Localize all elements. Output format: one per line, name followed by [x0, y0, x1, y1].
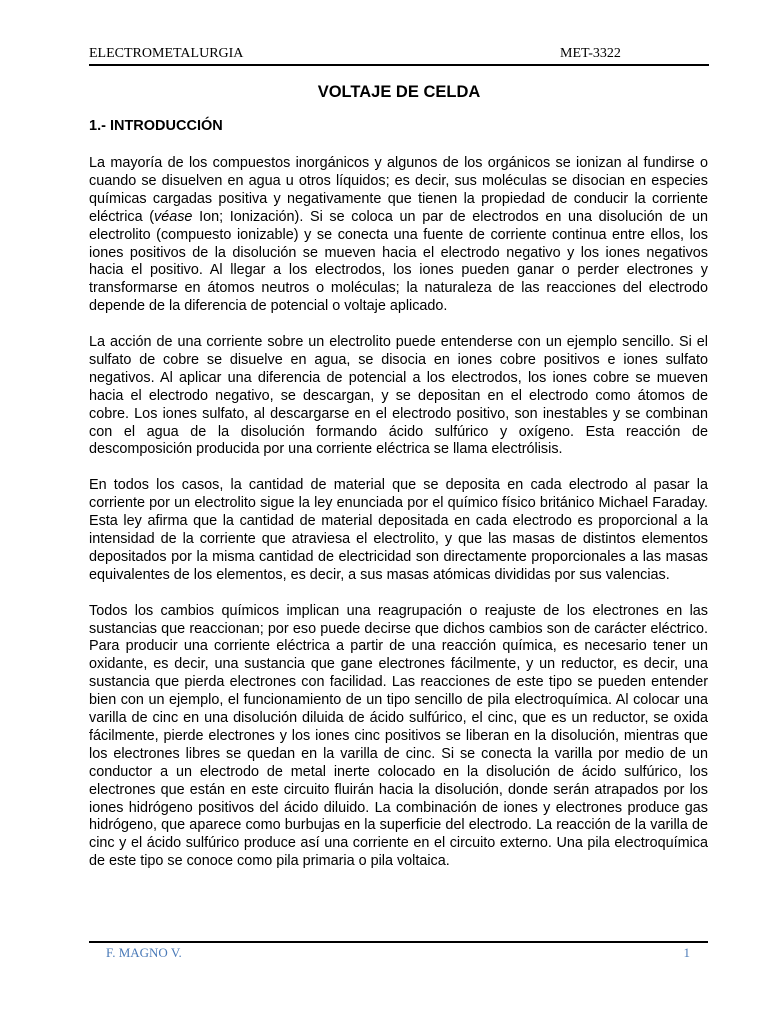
footer-author: F. MAGNO V. — [106, 945, 182, 960]
page-number: 1 — [683, 945, 690, 960]
section-heading: 1.- INTRODUCCIÓN — [89, 118, 223, 134]
paragraph-2: La acción de una corriente sobre un electrolito puede entenderse con un ejemplo sencillo. Si el sulfato de cobre se disuelve en agua, se disocia en iones cobre positivos e iones sulfato negativos. Al aplicar una diferencia de potencial a los electrodos, los iones cobre se mueven hacia el electrodo negativo, se descargan, y se depositan en el electrodo como átomos de cobre. Los iones sulfato, al descargarse en el electrodo positivo, son inestables y se combinan con el agua de la disolución formando ácido sulfúrico y oxígeno. Esta reacción de descomposición producida por una corriente eléctrica se llama electrólisis. — [89, 334, 708, 458]
paragraph-3: En todos los casos, la cantidad de material que se deposita en cada electrodo al pasar la corriente por un electrolito sigue la ley enunciada por el químico físico británico Michael Faraday. Esta ley afirma que la cantidad de material depositada en cada electrodo es proporcional a la intensidad de la corriente que atraviesa el electrolito, y que las masas de distintos elementos depositados por la misma cantidad de electricidad son directamente proporcionales a las masas equivalentes de los elementos, es decir, a sus masas atómicas divididas por sus valencias. — [89, 477, 708, 583]
paragraph-1-part-a: La mayoría de los compuestos inorgánicos y algunos de los orgánicos se ionizan al fundirse o cuando se disuelven en agua u otros líquidos; es decir, sus moléculas se disocian en especies químicas cargadas positiva y negativamente que tienen la propiedad de conducir la corriente eléctrica ( — [89, 155, 708, 225]
paragraph-1-emphasis: véase — [154, 208, 193, 225]
page-footer — [106, 945, 690, 961]
header-course-code: MET-3322 — [560, 46, 621, 61]
document-title: VOLTAJE DE CELDA — [317, 83, 481, 101]
document-body — [89, 155, 708, 889]
paragraph-1 — [89, 155, 708, 316]
footer-divider — [89, 941, 708, 943]
header-course-name: ELECTROMETALURGIA — [89, 46, 244, 61]
paragraph-1-part-b: Ion; Ionización). Si se coloca un par de electrodos en una disolución de un electrolito (compuesto ionizable) y se conecta una fuente de corriente continua entre ellos, los iones positivos de la disolución se mueven hacia el electrodo negativo y los iones negativos hacia el positivo. Al llegar a los electrodos, los iones pueden ganar o perder electrones y transformarse en átomos neutros o moléculas; la naturaleza de las reacciones del electrodo depende de la diferencia de potencial o voltaje aplicado. — [89, 208, 708, 315]
paragraph-4: Todos los cambios químicos implican una reagrupación o reajuste de los electrones en las sustancias que reaccionan; por eso puede decirse que dichos cambios son de carácter eléctrico. Para producir una corriente eléctrica a partir de una reacción química, es necesario tener un oxidante, es decir, una sustancia que gane electrones fácilmente, y un reductor, es decir, una sustancia que pierda electrones con facilidad. Las reacciones de este tipo se pueden entender bien con un ejemplo, el funcionamiento de un tipo sencillo de pila electroquímica. Al colocar una varilla de cinc en una disolución diluida de ácido sulfúrico, el cinc, que es un reductor, se oxida fácilmente, pierde electrones y los iones cinc positivos se liberan en la disolución, mientras que los electrones libres se quedan en la varilla de cinc. Si se conecta la varilla por medio de un conductor a un electrodo de metal inerte colocado en la disolución de ácido sulfúrico, los electrones que están en este circuito fluirán hacia la disolución, donde serán atrapados por los iones hidrógeno positivos del ácido diluido. La combinación de iones y electrones produce gas hidrógeno, que aparece como burbujas en la superficie del electrodo. La reacción de la varilla de cinc y el ácido sulfúrico produce así una corriente en el circuito externo. Una pila electroquímica de este tipo se conoce como pila primaria o pila voltaica. — [89, 602, 708, 870]
page-header — [89, 46, 709, 66]
